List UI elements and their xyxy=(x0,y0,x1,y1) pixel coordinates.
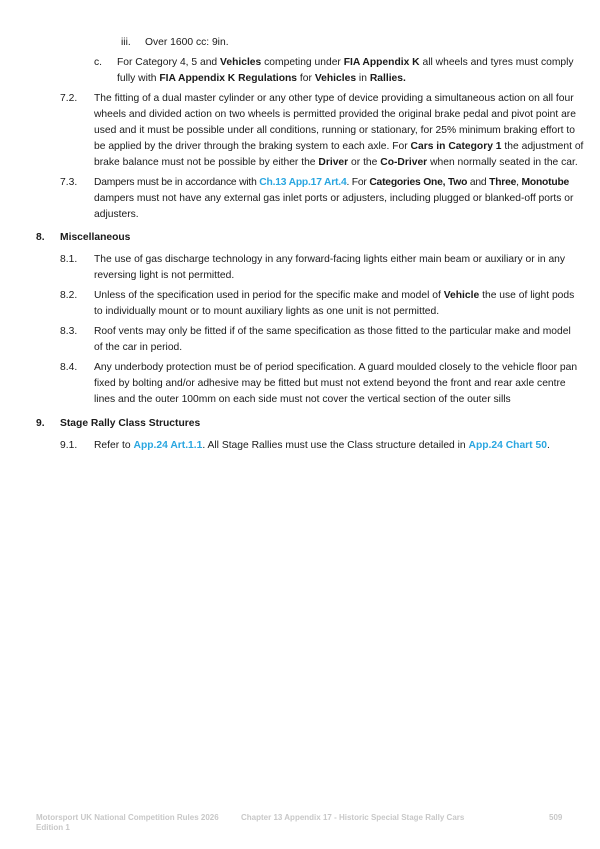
item-8-4-label: 8.4. xyxy=(60,362,78,373)
section-8-number: 8. xyxy=(36,232,45,243)
section-8-title: Miscellaneous xyxy=(60,232,131,243)
item-8-4-line-3: lines and the outer 100mm on each side must not cover the vertical section of the outer sills xyxy=(94,394,511,405)
item-9-1-line-1: Refer to App.24 Art.1.1. All Stage Rallies must use the Class structure detailed in App.24 Chart 50. xyxy=(94,440,550,451)
footer-chapter: Chapter 13 Appendix 17 - Historic Special Stage Rally Cars xyxy=(241,813,465,822)
item-8-3-label: 8.3. xyxy=(60,326,78,337)
item-iii-label: iii. xyxy=(121,37,131,48)
item-8-1-line-2: reversing light is not permitted. xyxy=(94,270,235,281)
item-8-4-line-1: Any underbody protection must be of period specification. A guard moulded closely to the vehicle floor pan xyxy=(94,362,578,373)
item-8-1-label: 8.1. xyxy=(60,254,78,265)
section-9-number: 9. xyxy=(36,418,45,429)
item-8-2-line-2: to individually mount or to mount auxiliary lights as one unit is not permitted. xyxy=(94,306,440,317)
item-7-2-line-4: be applied by the driver through the braking system to each axle. For Cars in Category 1 the adjustment of xyxy=(94,141,584,152)
item-8-2-line-1: Unless of the specification used in period for the specific make and model of Vehicle the use of light pods xyxy=(94,290,575,301)
item-7-2-line-5: brake balance must not be possible by either the Driver or the Co-Driver when normally seated in the car. xyxy=(94,157,578,168)
section-9-title: Stage Rally Class Structures xyxy=(60,418,201,429)
link-app24-art1-1[interactable]: App.24 Art.1.1 xyxy=(133,440,203,451)
footer-left xyxy=(36,813,219,833)
link-ch13-app17-art4[interactable]: Ch.13 App.17 Art.4 xyxy=(259,177,347,188)
item-iii-text: Over 1600 cc: 9in. xyxy=(145,37,229,48)
item-c-line-1: For Category 4, 5 and Vehicles competing under FIA Appendix K all wheels and tyres must comply xyxy=(117,57,574,68)
item-7-3-line-3: adjusters. xyxy=(94,209,139,220)
item-7-2-line-3: used and it must be possible under all conditions, running or stationary, for 25% minimum braking effort to xyxy=(94,125,575,136)
item-c-line-2: fully with FIA Appendix K Regulations for Vehicles in Rallies. xyxy=(117,73,406,84)
link-app24-chart50[interactable]: App.24 Chart 50 xyxy=(468,440,547,451)
item-8-2-label: 8.2. xyxy=(60,290,78,301)
footer-page-number: 509 xyxy=(549,813,563,822)
item-9-1-label: 9.1. xyxy=(60,440,78,451)
item-8-3-line-1: Roof vents may only be fitted if of the same specification as those fitted to the particular make and model xyxy=(94,326,571,337)
item-c-label: c. xyxy=(94,57,103,68)
footer-rules-title: Motorsport UK National Competition Rules 2026 xyxy=(36,813,219,822)
footer-edition: Edition 1 xyxy=(36,823,70,832)
item-8-3-line-2: of the car in period. xyxy=(94,342,183,353)
item-7-2-line-2: wheels and divided action on two wheels is permitted provided the original brake pedal and pivot point are xyxy=(94,109,576,120)
item-7-2-line-1: The fitting of a dual master cylinder or any other type of device providing a simultaneous action on all four xyxy=(94,93,574,104)
item-7-3-line-1: Dampers must be in accordance with Ch.13 App.17 Art.4. For Categories One, Two and Three, Monotube xyxy=(94,177,570,188)
item-8-1-line-1: The use of gas discharge technology in any forward-facing lights either main beam or auxiliary or in any xyxy=(94,254,566,265)
item-8-4-line-2: fixed by bolting and/or adhesive may be fitted but must not extend beyond the front and rear axle centre xyxy=(94,378,566,389)
item-7-3-label: 7.3. xyxy=(60,177,78,188)
item-7-3-line-2: dampers must not have any external gas inlet ports or adjusters, including plugged or blanked-off ports or xyxy=(94,193,574,204)
item-7-2-label: 7.2. xyxy=(60,93,78,104)
